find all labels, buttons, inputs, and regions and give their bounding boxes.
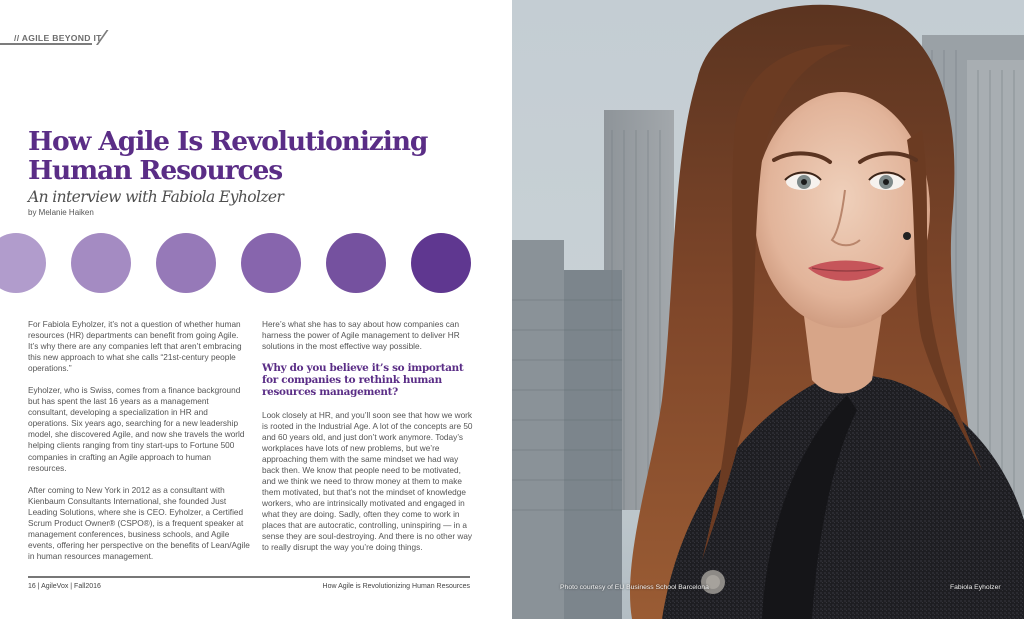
portrait-illustration — [512, 0, 1024, 619]
paragraph: Look closely at HR, and you’ll soon see that how we work is rooted in the Industrial Age. A lot of the concepts are 50 and 60 years old, and just don’t work anymore. Today’s workplaces have lots of new problems, but we’re approaching them with the same mindset we had way back then. We know that people need to be motivated, and we think we need to throw money at them to make them motivated, but that’s not the mindset of knowledge workers, who are intrinsically motivated and engaged in what they are doing. Sadly, often they come to work in places that are autocratic, controlling, uninspiring — in a sense they are soul-destroying. And there is no other way to really disrupt the way you’re doing things. — [262, 410, 473, 553]
article-subtitle: An interview with Fabiola Eyholzer — [28, 188, 284, 206]
section-label: // AGILE BEYOND IT — [14, 33, 102, 43]
paragraph: For Fabiola Eyholzer, it’s not a question of whether human resources (HR) departments can benefit from going Agile. It’s why there are any companies left that aren’t embracing this new approach to what she calls “21st-century people operations.” — [28, 320, 242, 374]
footer-rule — [28, 576, 470, 578]
article-title — [28, 128, 427, 185]
decorative-dot-5 — [326, 233, 386, 293]
decorative-dot-2 — [71, 233, 131, 293]
decorative-dot-3 — [156, 233, 216, 293]
title-line-2: Human Resources — [28, 154, 283, 186]
running-title: How Agile is Revolutionizing Human Resources — [322, 583, 470, 590]
interview-question: Why do you believe it’s so important for companies to rethink human resources management? — [262, 362, 464, 398]
decorative-dot-4 — [241, 233, 301, 293]
decorative-dot-1 — [0, 233, 46, 293]
decorative-dot-6 — [411, 233, 471, 293]
body-column-2 — [262, 319, 476, 564]
paragraph: Eyholzer, who is Swiss, comes from a finance background but has spent the last 16 years as a management consultant, developing a specialization in HR and operations. Six years ago, searching for a new leadership model, she discovered Agile, and now she travels the world helping clients ranging from tiny start-ups to Fortune 500 companies in crafting an Agile approach to human resources. — [28, 386, 245, 473]
paragraph: After coming to New York in 2012 as a consultant with Kienbaum Consultants International, she founded Just Leading Solutions, where she is CEO. Eyholzer, a Certified Scrum Product Owner® (CSPO®), is a frequent speaker at management conferences, business schools, and Agile events, offering her perspective on the benefits of Lean/Agile in human resources management. — [28, 485, 250, 561]
portrait-photo — [512, 0, 1024, 619]
photo-credit: Photo courtesy of EU Business School Barcelona — [560, 584, 709, 591]
paragraph: Here’s what she has to say about how companies can harness the power of Agile management to deliver HR solutions in the most effective way possible. — [262, 320, 460, 352]
byline: by Melanie Haiken — [28, 208, 94, 217]
body-column-1 — [28, 319, 250, 573]
title-line-1: How Agile Is Revolutionizing — [28, 126, 428, 157]
photo-caption-name: Fabiola Eyholzer — [950, 584, 1001, 591]
folio: 16 | AgileVox | Fall2016 — [28, 583, 101, 590]
